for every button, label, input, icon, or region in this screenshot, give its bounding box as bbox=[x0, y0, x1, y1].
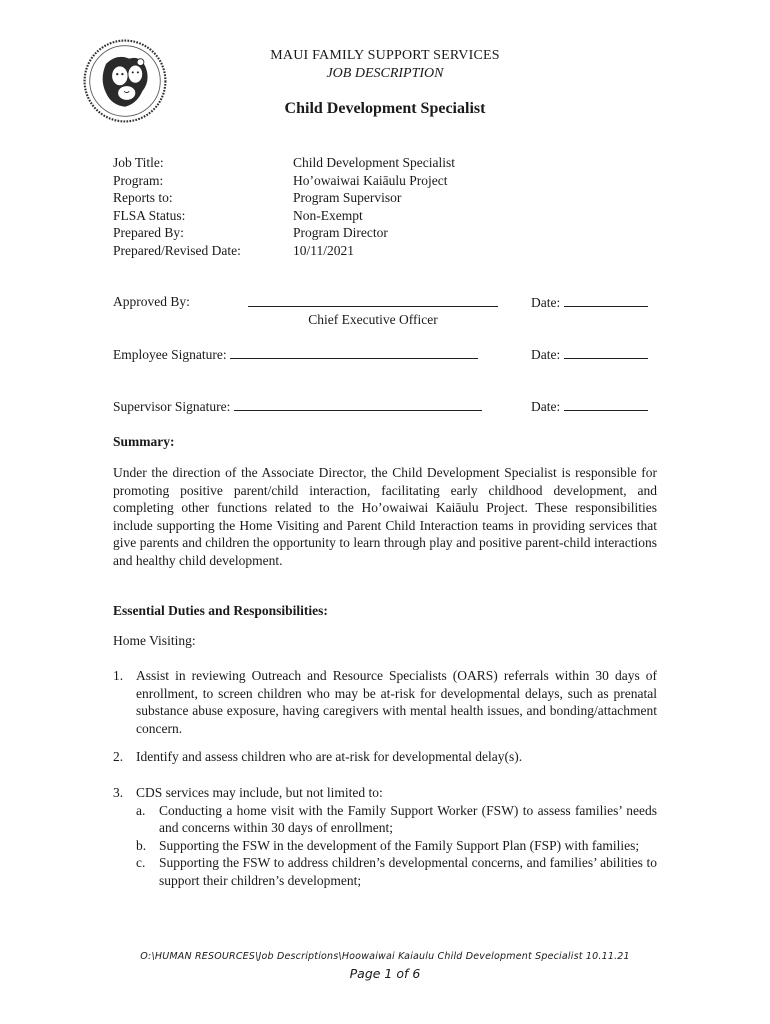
info-label: Reports to: bbox=[113, 190, 173, 206]
sub-list-item bbox=[136, 802, 657, 837]
info-row bbox=[113, 172, 455, 190]
item-number: 3. bbox=[113, 785, 124, 800]
home-visiting-subheading: Home Visiting: bbox=[113, 633, 196, 648]
item-number: 2. bbox=[113, 749, 124, 764]
organization-name: MAUI FAMILY SUPPORT SERVICES bbox=[270, 48, 500, 63]
approved-by-signature-line[interactable] bbox=[248, 294, 498, 311]
date-label: Date: bbox=[531, 399, 561, 414]
info-value: Ho’owaiwai Kaiāulu Project bbox=[293, 172, 448, 188]
date-label: Date: bbox=[531, 347, 561, 362]
supervisor-signature-label: Supervisor Signature: bbox=[113, 399, 231, 414]
supervisor-signature-line[interactable] bbox=[234, 398, 482, 411]
info-value: Non-Exempt bbox=[293, 207, 363, 223]
info-row bbox=[113, 189, 455, 207]
item-text: Identify and assess children who are at-risk for developmental delay(s). bbox=[136, 749, 523, 764]
sub-item-text: Supporting the FSW to address children’s developmental concerns, and families’ abilities to support their children’s development; bbox=[159, 855, 657, 888]
sub-list-item bbox=[136, 837, 657, 855]
info-value: Program Director bbox=[293, 225, 388, 241]
date-line[interactable] bbox=[564, 346, 648, 359]
list-item bbox=[113, 667, 657, 737]
approved-by-caption: Chief Executive Officer bbox=[308, 312, 438, 327]
item-text: Assist in reviewing Outreach and Resource Specialists (OARS) referrals within 30 days of enrollment, to screen children who may be at-risk for developmental delays, such as prenatal substance abuse exposure, having caregivers with mental health issues, and bonding/attachment concern. bbox=[136, 668, 657, 736]
info-label: Prepared By: bbox=[113, 225, 184, 241]
info-value: 10/11/2021 bbox=[293, 242, 355, 258]
sub-item-letter: c. bbox=[136, 855, 146, 871]
sub-item-text: Conducting a home visit with the Family Support Worker (FSW) to assess families’ needs and concerns within 30 days of enrollment; bbox=[159, 802, 657, 836]
info-label: Program: bbox=[113, 172, 164, 188]
date-line[interactable] bbox=[564, 294, 648, 307]
list-item bbox=[113, 784, 657, 890]
approved-by-label: Approved By: bbox=[113, 294, 190, 309]
info-value: Child Development Specialist bbox=[293, 155, 455, 170]
page-number: Page 1 of 6 bbox=[349, 966, 421, 981]
supervisor-signature-field[interactable] bbox=[113, 398, 482, 415]
duties-heading: Essential Duties and Responsibilities: bbox=[113, 603, 328, 618]
list-item bbox=[113, 748, 657, 766]
info-label: Prepared/Revised Date: bbox=[113, 242, 241, 258]
employee-signature-field[interactable] bbox=[113, 346, 478, 363]
page-title: Child Development Specialist bbox=[284, 100, 486, 117]
info-row bbox=[113, 242, 455, 260]
employee-signature-label: Employee Signature: bbox=[113, 347, 227, 362]
date-line[interactable] bbox=[564, 398, 648, 411]
approved-date-field[interactable] bbox=[531, 294, 648, 311]
info-value: Program Supervisor bbox=[293, 190, 402, 206]
document-type: JOB DESCRIPTION bbox=[326, 66, 444, 81]
date-label: Date: bbox=[531, 295, 561, 310]
info-row bbox=[113, 154, 455, 172]
employee-date-field[interactable] bbox=[531, 346, 648, 363]
summary-text: Under the direction of the Associate Director, the Child Development Specialist is responsible for promoting positive parent/child interaction, facilitating early childhood development, and completing other functions related to the Ho’owaiwai Kaiāulu Project. These responsibilities include supporting the Home Visiting and Parent Child Interaction teams in providing services that give parents and children the opportunity to learn through play and positive parent-child interactions and healthy child development. bbox=[113, 465, 657, 568]
info-label: FLSA Status: bbox=[113, 207, 186, 223]
sub-item-text: Supporting the FSW in the development of the Family Support Plan (FSP) with families; bbox=[159, 837, 640, 853]
sub-item-letter: b. bbox=[136, 837, 147, 853]
info-row bbox=[113, 224, 455, 242]
job-info-table bbox=[113, 154, 455, 260]
supervisor-date-field[interactable] bbox=[531, 398, 648, 415]
info-row bbox=[113, 207, 455, 225]
sub-list-item bbox=[136, 854, 657, 889]
sub-item-letter: a. bbox=[136, 802, 146, 818]
employee-signature-line[interactable] bbox=[230, 346, 478, 359]
item-text: CDS services may include, but not limited to: bbox=[136, 785, 383, 800]
info-label: Job Title: bbox=[113, 155, 164, 170]
footer-file-path: O:\HUMAN RESOURCES\Job Descriptions\Hoowaiwai Kaiaulu Child Development Specialist 10.11.21 bbox=[140, 951, 630, 962]
item-number: 1. bbox=[113, 668, 124, 683]
summary-heading: Summary: bbox=[113, 434, 175, 449]
